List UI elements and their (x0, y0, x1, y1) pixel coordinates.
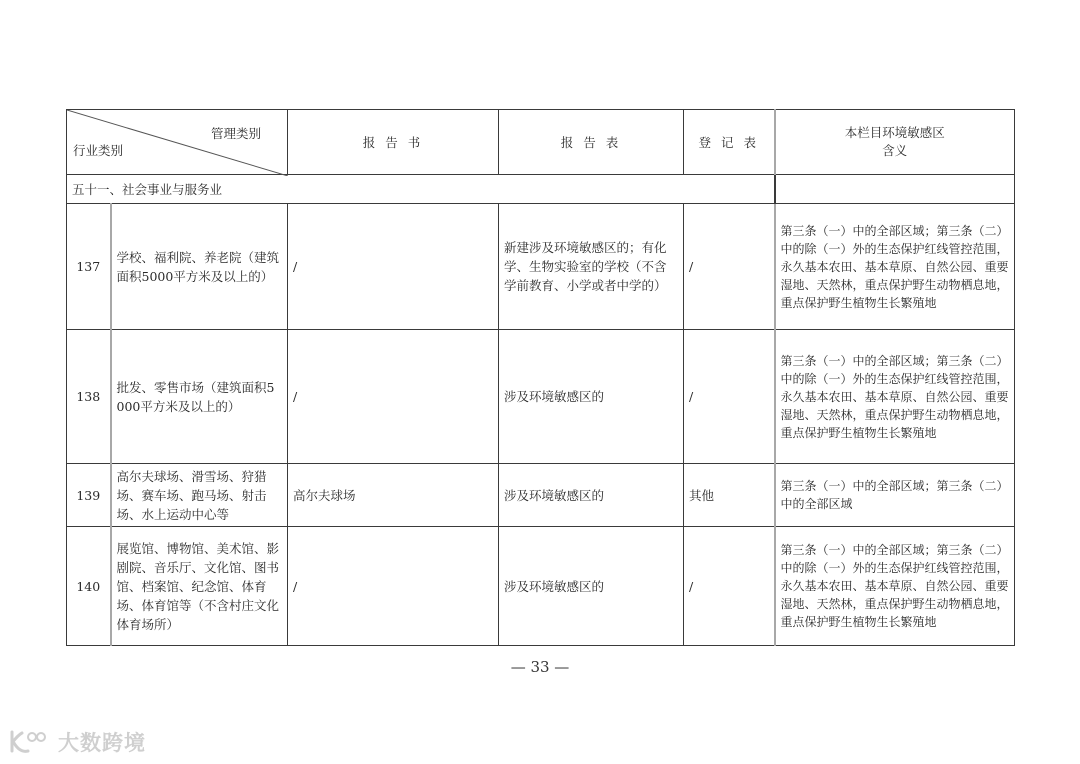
header-sensitive-zone-line2: 含义 (882, 143, 908, 158)
environmental-classification-table (66, 109, 1015, 646)
header-sensitive-zone-line1: 本栏目环境敏感区 (844, 125, 945, 140)
row-registration: 其他 (684, 464, 775, 527)
k100-logo-icon (8, 729, 52, 755)
row-sensitive-zone: 第三条（一）中的全部区域；第三条（二）中的全部区域 (775, 464, 1015, 527)
row-sensitive-zone: 第三条（一）中的全部区域；第三条（二）中的除（一）外的生态保护红线管控范围，永久基本农田、基本草原、自然公园、重要湿地、天然林，重点保护野生动物栖息地，重点保护野生植物生长繁殖地 (775, 330, 1015, 464)
table-row (67, 204, 1015, 330)
row-report-book: 高尔夫球场 (288, 464, 499, 527)
row-registration: / (684, 204, 775, 330)
row-industry: 批发、零售市场（建筑面积5000平方米及以上的） (111, 330, 288, 464)
row-registration: / (684, 527, 775, 646)
watermark-text: 大数跨境 (58, 731, 146, 755)
page-number: — 33 — (510, 658, 570, 676)
table-row (67, 330, 1015, 464)
header-sensitive-zone (775, 110, 1015, 175)
row-report-form: 新建涉及环境敏感区的；有化学、生物实验室的学校（不含学前教育、小学或者中学的） (499, 204, 684, 330)
section-title: 五十一、社会事业与服务业 (67, 175, 775, 204)
watermark (8, 727, 146, 757)
header-report-form: 报 告 表 (499, 110, 684, 175)
row-report-form: 涉及环境敏感区的 (499, 330, 684, 464)
header-report-book: 报 告 书 (288, 110, 499, 175)
row-industry: 展览馆、博物馆、美术馆、影剧院、音乐厅、文化馆、图书馆、档案馆、纪念馆、体育场、体育馆等（不含村庄文化体育场所） (111, 527, 288, 646)
row-registration: / (684, 330, 775, 464)
row-sensitive-zone: 第三条（一）中的全部区域；第三条（二）中的除（一）外的生态保护红线管控范围，永久基本农田、基本草原、自然公园、重要湿地、天然林，重点保护野生动物栖息地，重点保护野生植物生长繁殖地 (775, 204, 1015, 330)
row-report-form: 涉及环境敏感区的 (499, 527, 684, 646)
row-number: 138 (67, 330, 111, 464)
row-report-book: / (288, 204, 499, 330)
table-header-row (67, 110, 1015, 175)
section-row (67, 175, 1015, 204)
industry-category-label: 行业类别 (73, 143, 124, 158)
row-report-form: 涉及环境敏感区的 (499, 464, 684, 527)
row-report-book: / (288, 527, 499, 646)
section-empty-cell (775, 175, 1015, 204)
header-registration: 登 记 表 (684, 110, 775, 175)
row-sensitive-zone: 第三条（一）中的全部区域；第三条（二）中的除（一）外的生态保护红线管控范围，永久基本农田、基本草原、自然公园、重要湿地、天然林，重点保护野生动物栖息地，重点保护野生植物生长繁殖地 (775, 527, 1015, 646)
management-category-label: 管理类别 (210, 126, 261, 141)
diagonal-header-cell (67, 110, 288, 175)
row-report-book: / (288, 330, 499, 464)
row-number: 139 (67, 464, 111, 527)
row-industry: 学校、福利院、养老院（建筑面积5000平方米及以上的） (111, 204, 288, 330)
table-row (67, 527, 1015, 646)
row-industry: 高尔夫球场、滑雪场、狩猎场、赛车场、跑马场、射击场、水上运动中心等 (111, 464, 288, 527)
row-number: 140 (67, 527, 111, 646)
table-row (67, 464, 1015, 527)
row-number: 137 (67, 204, 111, 330)
